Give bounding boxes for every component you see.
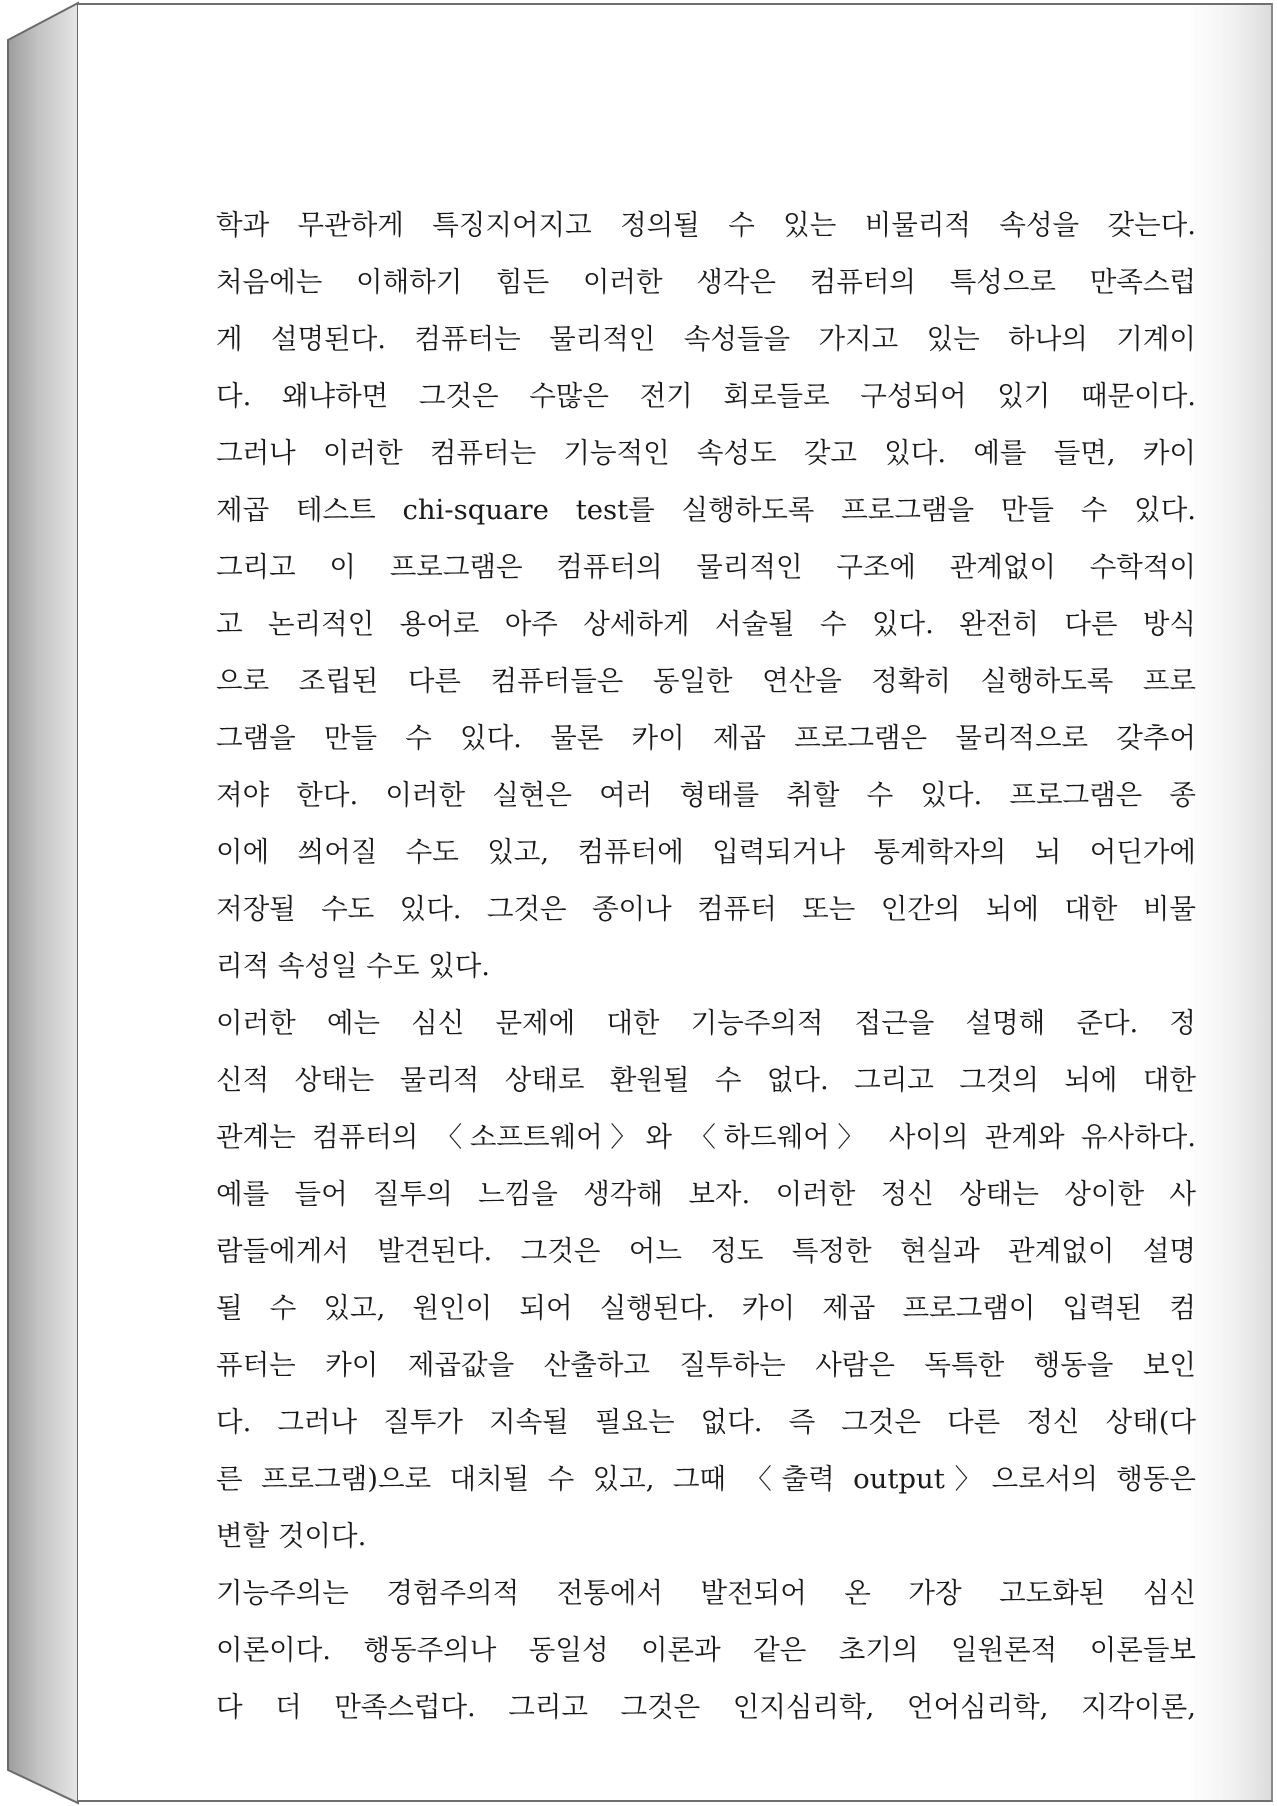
text-line: 져야 한다. 이러한 실현은 여러 형태를 취할 수 있다. 프로그램은 종 [216, 779, 1196, 811]
text-line: 예를 들어 질투의 느낌을 생각해 보자. 이러한 정신 상태는 상이한 사 [216, 1178, 1196, 1210]
text-line: 될 수 있고, 원인이 되어 실행된다. 카이 제곱 프로그램이 입력된 컴 [216, 1292, 1196, 1324]
paragraph-start: 기능주의는 경험주의적 전통에서 발전되어 온 가장 고도화된 심신 [216, 1577, 1196, 1609]
text-line: 다. 왜냐하면 그것은 수많은 전기 회로들로 구성되어 있기 때문이다. [216, 380, 1196, 412]
text-line: 퓨터는 카이 제곱값을 산출하고 질투하는 사람은 독특한 행동을 보인 [216, 1349, 1196, 1381]
text-line: 그러나 이러한 컴퓨터는 기능적인 속성도 갖고 있다. 예를 들면, 카이 [216, 437, 1196, 469]
text-line: 신적 상태는 물리적 상태로 환원될 수 없다. 그리고 그것의 뇌에 대한 [216, 1064, 1196, 1096]
text-line: 그리고 이 프로그램은 컴퓨터의 물리적인 구조에 관계없이 수학적이 [216, 551, 1196, 583]
text-line: 처음에는 이해하기 힘든 이러한 생각은 컴퓨터의 특성으로 만족스럽 [216, 266, 1196, 298]
text-line: 관계는 컴퓨터의 〈소프트웨어〉와 〈하드웨어〉 사이의 관계와 유사하다. [216, 1121, 1196, 1153]
text-line: 람들에게서 발견된다. 그것은 어느 정도 특정한 현실과 관계없이 설명 [216, 1235, 1196, 1267]
book-page [78, 3, 1273, 1802]
text-line: 그램을 만들 수 있다. 물론 카이 제곱 프로그램은 물리적으로 갖추어 [216, 722, 1196, 754]
text-line: 으로 조립된 다른 컴퓨터들은 동일한 연산을 정확히 실행하도록 프로 [216, 665, 1196, 697]
text-line: 저장될 수도 있다. 그것은 종이나 컴퓨터 또는 인간의 뇌에 대한 비물 [216, 893, 1196, 925]
text-line: 리적 속성일 수도 있다. [216, 950, 491, 982]
text-line: 다 더 만족스럽다. 그리고 그것은 인지심리학, 언어심리학, 지각이론, [216, 1691, 1196, 1723]
text-line: 다. 그러나 질투가 지속될 필요는 없다. 즉 그것은 다른 정신 상태(다 [216, 1406, 1196, 1438]
text-line: 른 프로그램)으로 대치될 수 있고, 그때 〈출력 output〉으로서의 행동은 [216, 1463, 1196, 1495]
text-line: 이론이다. 행동주의나 동일성 이론과 같은 초기의 일원론적 이론들보 [216, 1634, 1196, 1666]
text-line: 제곱 테스트 chi-square test를 실행하도록 프로그램을 만들 수 있다. [216, 494, 1196, 526]
text-line: 학과 무관하게 특징지어지고 정의될 수 있는 비물리적 속성을 갖는다. [216, 209, 1196, 241]
text-line: 이에 씌어질 수도 있고, 컴퓨터에 입력되거나 통계학자의 뇌 어딘가에 [216, 836, 1196, 868]
text-line: 고 논리적인 용어로 아주 상세하게 서술될 수 있다. 완전히 다른 방식 [216, 608, 1196, 640]
text-line: 변할 것이다. [216, 1520, 367, 1552]
text-line: 게 설명된다. 컴퓨터는 물리적인 속성들을 가지고 있는 하나의 기계이 [216, 323, 1196, 355]
paragraph-start: 이러한 예는 심신 문제에 대한 기능주의적 접근을 설명해 준다. 정 [216, 1007, 1196, 1039]
